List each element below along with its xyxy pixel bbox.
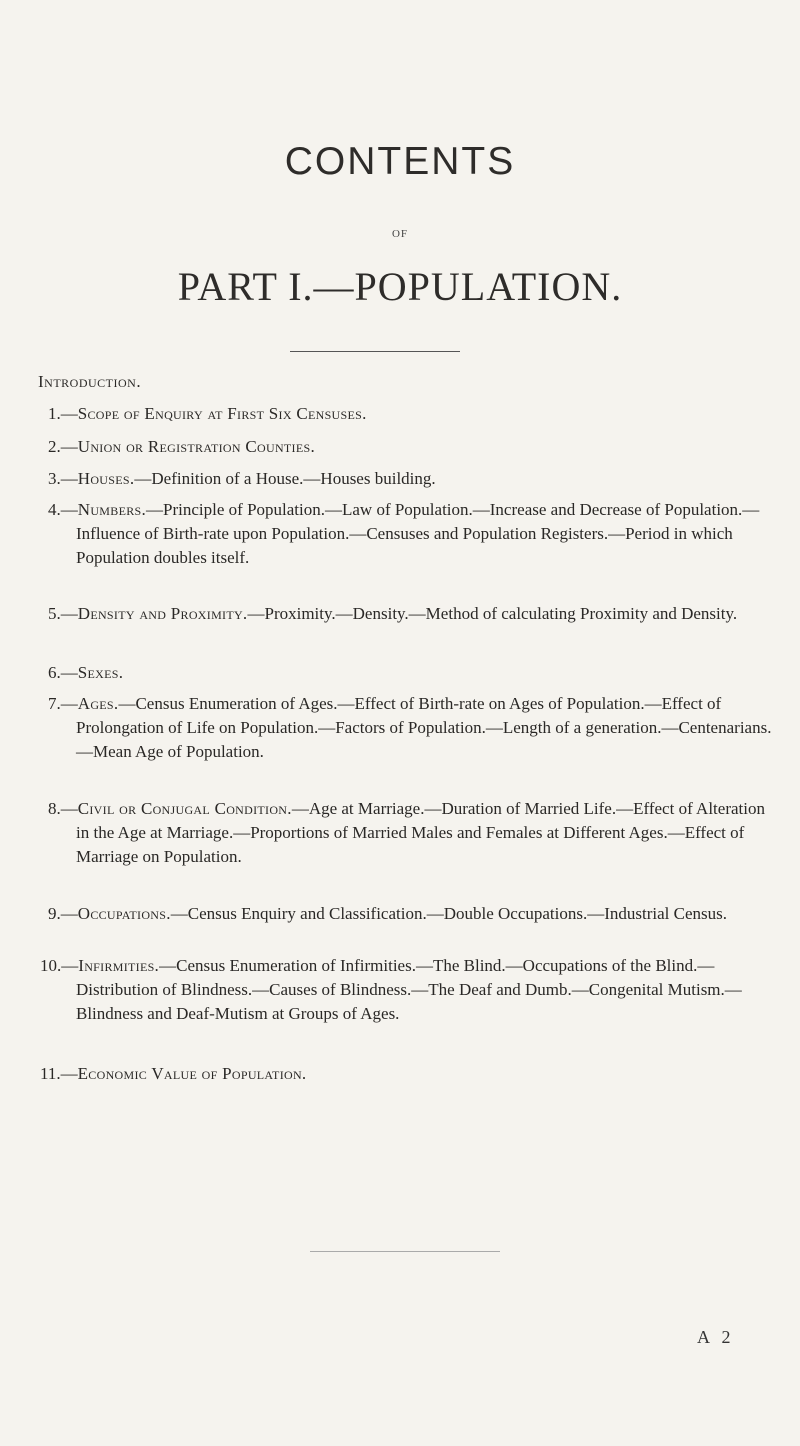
of-label: OF bbox=[391, 228, 409, 240]
part-heading: PART I.—POPULATION. bbox=[177, 264, 623, 309]
signature-mark: A 2 bbox=[697, 1327, 735, 1347]
entry-number: 1.— bbox=[48, 404, 78, 423]
entry-number: 5.— bbox=[48, 604, 78, 623]
entry-number: 10.— bbox=[40, 956, 79, 975]
entry-heading: Density and Proximity. bbox=[77, 604, 248, 623]
entry-number: 3.— bbox=[48, 469, 78, 488]
entry-heading: Union or Registration Counties. bbox=[77, 437, 315, 456]
entry-heading: Economic Value of Population. bbox=[77, 1064, 307, 1083]
entry-heading: Numbers. bbox=[77, 500, 147, 519]
entry-heading: Civil or Conjugal Condition. bbox=[77, 799, 292, 818]
entry-text: —Census Enumeration of Ages.—Effect of Birth-rate on Ages of Population.—Effect of Prolongation of Life on Population.—Factors of Population.—Length of a generation.—Centenarians.—Mean Age of Population. bbox=[76, 694, 772, 761]
contents-entry bbox=[48, 602, 781, 626]
entry-number: 2.— bbox=[48, 437, 78, 456]
entry-number: 8.— bbox=[48, 799, 78, 818]
entry-text: —Definition of a House.—Houses building. bbox=[134, 469, 436, 488]
entry-heading: Houses. bbox=[77, 469, 135, 488]
contents-entry bbox=[48, 402, 768, 426]
contents-entry bbox=[48, 661, 768, 685]
contents-entry bbox=[48, 692, 781, 764]
entry-heading: Ages. bbox=[77, 694, 119, 713]
entry-text: —Proximity.—Density.—Method of calculating Proximity and Density. bbox=[247, 604, 738, 623]
contents-entry bbox=[48, 902, 781, 926]
contents-entry bbox=[48, 797, 781, 869]
contents-entry bbox=[40, 1062, 768, 1086]
contents-entry bbox=[48, 435, 768, 459]
entry-number: 11.— bbox=[40, 1064, 78, 1083]
entry-heading: Sexes. bbox=[77, 663, 124, 682]
entry-text: —Age at Marriage.—Duration of Married Life.—Effect of Alteration in the Age at Marriage.—Proportions of Married Males and Females at Different Ages.—Effect of Marriage on Population. bbox=[76, 799, 765, 866]
entry-number: 6.— bbox=[48, 663, 78, 682]
contents-entry bbox=[40, 954, 789, 1026]
entry-number: 4.— bbox=[48, 500, 78, 519]
entry-heading: Occupations. bbox=[77, 904, 171, 923]
entry-text: —Census Enquiry and Classification.—Double Occupations.—Industrial Census. bbox=[170, 904, 727, 923]
bottom-divider bbox=[310, 1251, 500, 1252]
entry-text: —Census Enumeration of Infirmities.—The Blind.—Occupations of the Blind.—Distribution of Blindness.—Causes of Blindness.—The Deaf and Dumb.—Congenital Mutism.—Blindness and Deaf-Mutism at Groups of Ages. bbox=[76, 956, 742, 1023]
entry-number: 7.— bbox=[48, 694, 78, 713]
page-title: CONTENTS bbox=[284, 140, 516, 183]
contents-entry bbox=[48, 498, 781, 570]
entry-text: —Principle of Population.—Law of Population.—Increase and Decrease of Population.—Influence of Birth-rate upon Population.—Censuses and Population Registers.—Period in which Population doubles itself. bbox=[76, 500, 760, 567]
introduction-entry: Introduction. bbox=[38, 372, 142, 391]
entry-heading: Infirmities. bbox=[78, 956, 160, 975]
entry-number: 9.— bbox=[48, 904, 78, 923]
entry-heading: Scope of Enquiry at First Six Censuses. bbox=[77, 404, 367, 423]
contents-entry bbox=[48, 467, 768, 491]
top-divider bbox=[290, 351, 460, 352]
